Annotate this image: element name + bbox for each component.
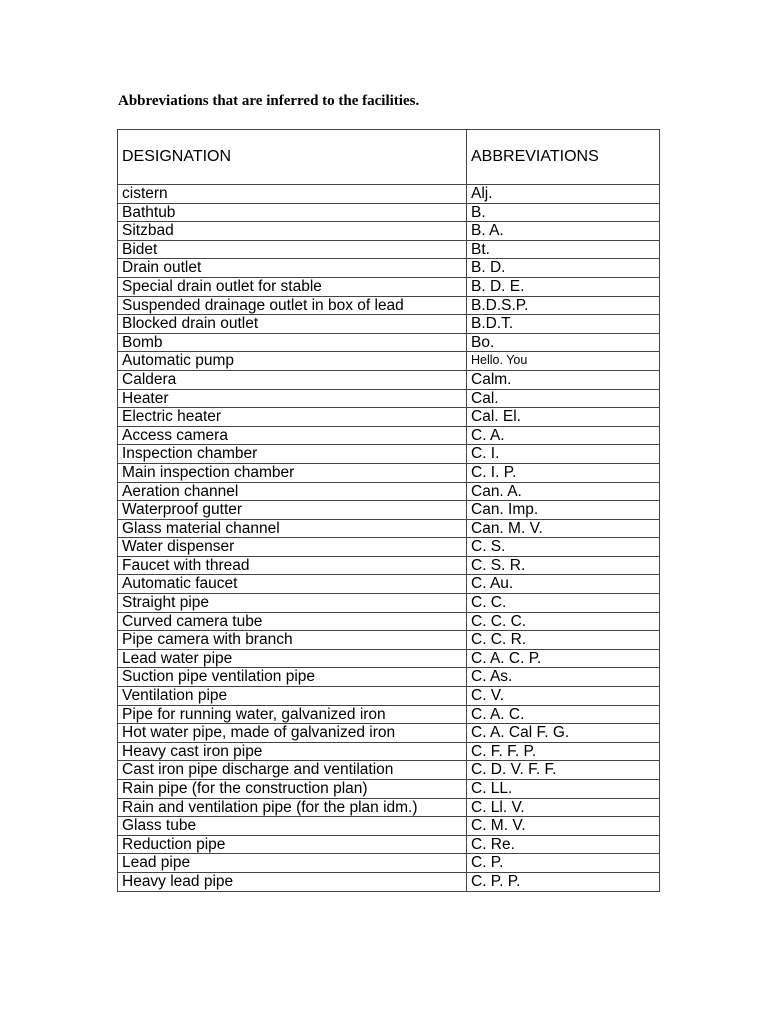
abbreviation-cell: Alj. bbox=[467, 185, 660, 204]
abbreviation-cell: C. Au. bbox=[467, 575, 660, 594]
designation-cell: Aeration channel bbox=[118, 482, 467, 501]
designation-cell: Lead water pipe bbox=[118, 649, 467, 668]
designation-cell: Access camera bbox=[118, 426, 467, 445]
designation-cell: Automatic pump bbox=[118, 352, 467, 371]
designation-cell: Bomb bbox=[118, 333, 467, 352]
abbreviation-cell: C. I. P. bbox=[467, 463, 660, 482]
designation-cell: Ventilation pipe bbox=[118, 687, 467, 706]
designation-cell: Pipe camera with branch bbox=[118, 631, 467, 650]
designation-cell: Cast iron pipe discharge and ventilation bbox=[118, 761, 467, 780]
table-row bbox=[118, 501, 660, 520]
abbreviation-cell: C. A. bbox=[467, 426, 660, 445]
abbreviation-cell: B. A. bbox=[467, 222, 660, 241]
designation-cell: Reduction pipe bbox=[118, 835, 467, 854]
table-row bbox=[118, 668, 660, 687]
designation-cell: Straight pipe bbox=[118, 594, 467, 613]
abbreviation-cell: Cal. bbox=[467, 389, 660, 408]
table-row bbox=[118, 333, 660, 352]
abbreviation-cell: C. P. bbox=[467, 854, 660, 873]
abbreviation-cell: C. A. Cal F. G. bbox=[467, 724, 660, 743]
abbreviation-cell: C. C. C. bbox=[467, 612, 660, 631]
abbreviation-cell: C. A. C. bbox=[467, 705, 660, 724]
designation-cell: Special drain outlet for stable bbox=[118, 277, 467, 296]
designation-cell: Suction pipe ventilation pipe bbox=[118, 668, 467, 687]
designation-cell: Caldera bbox=[118, 370, 467, 389]
designation-cell: Rain and ventilation pipe (for the plan idm.) bbox=[118, 798, 467, 817]
designation-cell: Heater bbox=[118, 389, 467, 408]
abbreviation-cell: C. F. F. P. bbox=[467, 742, 660, 761]
abbreviation-cell: C. S. R. bbox=[467, 556, 660, 575]
abbreviation-cell: C. Re. bbox=[467, 835, 660, 854]
table-row bbox=[118, 742, 660, 761]
table-row bbox=[118, 649, 660, 668]
abbreviation-cell: B. D. E. bbox=[467, 277, 660, 296]
table-row bbox=[118, 240, 660, 259]
abbreviation-cell: Can. Imp. bbox=[467, 501, 660, 520]
table-row bbox=[118, 631, 660, 650]
designation-cell: Glass tube bbox=[118, 817, 467, 836]
designation-cell: cistern bbox=[118, 185, 467, 204]
table-row bbox=[118, 370, 660, 389]
designation-cell: Drain outlet bbox=[118, 259, 467, 278]
designation-cell: Automatic faucet bbox=[118, 575, 467, 594]
abbreviation-cell: C. P. P. bbox=[467, 872, 660, 891]
table-row bbox=[118, 780, 660, 799]
abbreviation-cell: Bt. bbox=[467, 240, 660, 259]
table-row bbox=[118, 817, 660, 836]
abbreviation-cell: C. M. V. bbox=[467, 817, 660, 836]
designation-cell: Heavy cast iron pipe bbox=[118, 742, 467, 761]
abbreviation-cell: C. S. bbox=[467, 538, 660, 557]
abbreviation-cell: B.D.T. bbox=[467, 315, 660, 334]
table-row bbox=[118, 872, 660, 891]
abbreviation-cell: C. C. bbox=[467, 594, 660, 613]
table-row bbox=[118, 482, 660, 501]
designation-cell: Faucet with thread bbox=[118, 556, 467, 575]
abbreviation-cell: C. LL. bbox=[467, 780, 660, 799]
table-row bbox=[118, 575, 660, 594]
abbreviation-cell: Can. A. bbox=[467, 482, 660, 501]
designation-cell: Inspection chamber bbox=[118, 445, 467, 464]
abbreviation-cell: C. Ll. V. bbox=[467, 798, 660, 817]
designation-cell: Glass material channel bbox=[118, 519, 467, 538]
page-title: Abbreviations that are inferred to the facilities. bbox=[118, 93, 420, 109]
abbreviation-cell: C. C. R. bbox=[467, 631, 660, 650]
table-row bbox=[118, 445, 660, 464]
abbreviation-cell: C. I. bbox=[467, 445, 660, 464]
designation-cell: Waterproof gutter bbox=[118, 501, 467, 520]
table-row bbox=[118, 519, 660, 538]
table-row bbox=[118, 389, 660, 408]
column-header-designation: DESIGNATION bbox=[118, 130, 467, 185]
designation-cell: Blocked drain outlet bbox=[118, 315, 467, 334]
designation-cell: Lead pipe bbox=[118, 854, 467, 873]
table-row bbox=[118, 185, 660, 204]
table-row bbox=[118, 835, 660, 854]
table-row bbox=[118, 538, 660, 557]
table-row bbox=[118, 259, 660, 278]
table-row bbox=[118, 277, 660, 296]
designation-cell: Hot water pipe, made of galvanized iron bbox=[118, 724, 467, 743]
column-header-abbreviations: ABBREVIATIONS bbox=[467, 130, 660, 185]
abbreviation-cell: Calm. bbox=[467, 370, 660, 389]
table-row bbox=[118, 594, 660, 613]
abbreviation-cell: Hello. You bbox=[467, 352, 660, 371]
designation-cell: Sitzbad bbox=[118, 222, 467, 241]
designation-cell: Curved camera tube bbox=[118, 612, 467, 631]
abbreviation-cell: Bo. bbox=[467, 333, 660, 352]
table-row bbox=[118, 203, 660, 222]
table-row bbox=[118, 426, 660, 445]
abbreviation-cell: B. bbox=[467, 203, 660, 222]
table-row bbox=[118, 854, 660, 873]
table-row bbox=[118, 222, 660, 241]
designation-cell: Heavy lead pipe bbox=[118, 872, 467, 891]
designation-cell: Bathtub bbox=[118, 203, 467, 222]
table-row bbox=[118, 798, 660, 817]
table-row bbox=[118, 408, 660, 427]
abbreviation-cell: B. D. bbox=[467, 259, 660, 278]
designation-cell: Electric heater bbox=[118, 408, 467, 427]
table-row bbox=[118, 352, 660, 371]
abbreviation-cell: C. As. bbox=[467, 668, 660, 687]
table-row bbox=[118, 315, 660, 334]
abbreviation-cell: Cal. El. bbox=[467, 408, 660, 427]
designation-cell: Pipe for running water, galvanized iron bbox=[118, 705, 467, 724]
abbreviation-cell: C. D. V. F. F. bbox=[467, 761, 660, 780]
abbreviations-table bbox=[117, 129, 660, 892]
abbreviation-cell: B.D.S.P. bbox=[467, 296, 660, 315]
table-row bbox=[118, 761, 660, 780]
abbreviation-cell: Can. M. V. bbox=[467, 519, 660, 538]
designation-cell: Suspended drainage outlet in box of lead bbox=[118, 296, 467, 315]
designation-cell: Water dispenser bbox=[118, 538, 467, 557]
table-row bbox=[118, 705, 660, 724]
table-row bbox=[118, 556, 660, 575]
table-row bbox=[118, 612, 660, 631]
table-row bbox=[118, 296, 660, 315]
table-header-row bbox=[118, 130, 660, 185]
table-body bbox=[118, 185, 660, 892]
table-row bbox=[118, 687, 660, 706]
abbreviation-cell: C. V. bbox=[467, 687, 660, 706]
designation-cell: Main inspection chamber bbox=[118, 463, 467, 482]
table-row bbox=[118, 463, 660, 482]
abbreviation-cell: C. A. C. P. bbox=[467, 649, 660, 668]
designation-cell: Rain pipe (for the construction plan) bbox=[118, 780, 467, 799]
designation-cell: Bidet bbox=[118, 240, 467, 259]
table-row bbox=[118, 724, 660, 743]
